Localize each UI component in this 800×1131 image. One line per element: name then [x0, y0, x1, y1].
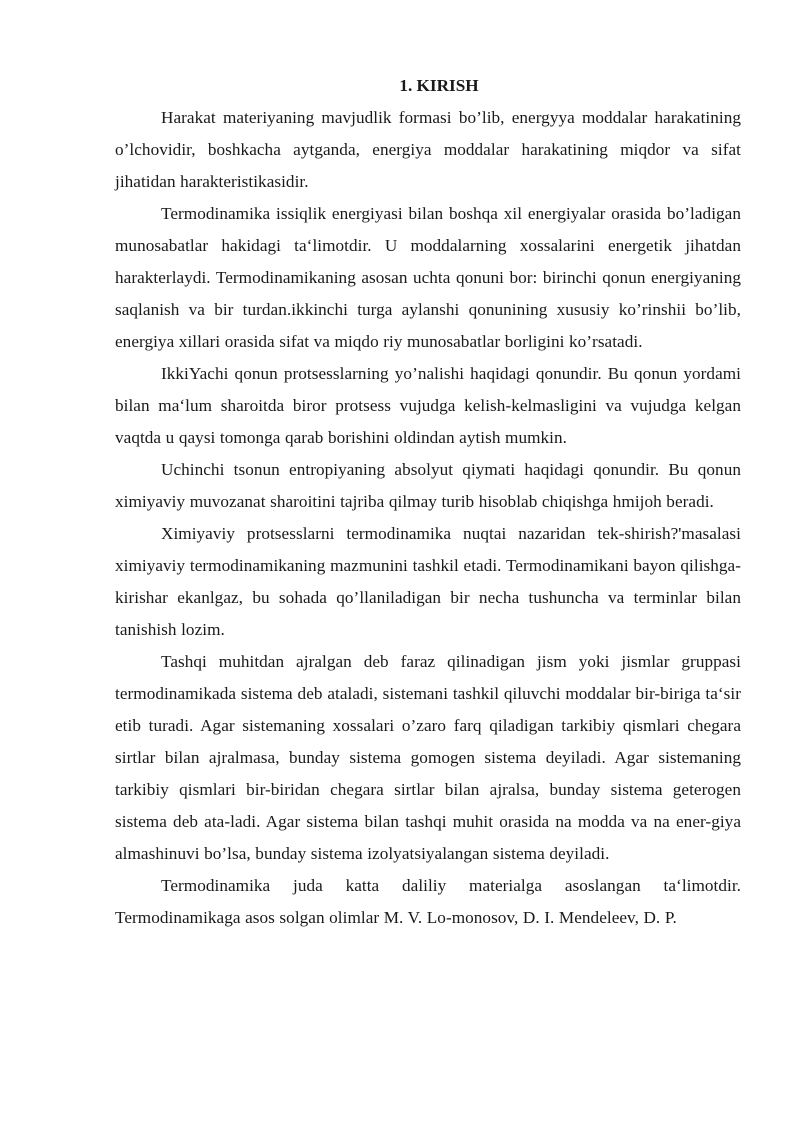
document-body	[115, 70, 741, 934]
paragraph-2: Termodinamika issiqlik energiyasi bilan boshqa xil energiyalar orasida bo’ladigan munosabatlar hakidagi ta‘limotdir. U moddalarning xossalarini energetik jihatdan harakterlaydi. Termodinamikaning asosan uchta qonuni bor: birinchi qonun energiyaning saqlanish va bir turdan.ikkinchi turga aylanshi qonunining xususiy ko’rinshii bo’lib, energiya xillari orasida sifat va miqdo riy munosabatlar borligini ko’rsatadi.	[115, 204, 741, 351]
paragraph-3: IkkiYachi qonun protsesslarning yo’nalishi haqidagi qonundir. Bu qonun yordami bilan ma‘lum sharoitda biror protsess vujudga kelish-kelmasligini va vujudga kelgan vaqtda u qaysi tomonga qarab borishini oldindan aytish mumkin.	[115, 364, 741, 447]
paragraph-7: Termodinamika juda katta daliliy materialga asoslangan ta‘limotdir. Termodinamikaga asos solgan olimlar M. V. Lo-monosov, D. I. Mendeleev, D. P.	[115, 876, 741, 927]
section-heading: 1. KIRISH	[399, 76, 479, 95]
paragraph-5: Ximiyaviy protsesslarni termodinamika nuqtai nazaridan tek-shirish?'masalasi ximiyaviy termodinamikaning mazmunini tashkil etadi. Termodinamikani bayon qilishga-kirishar ekanlgaz, bu sohada qo’llaniladigan bir necha tushuncha va terminlar bilan tanishish lozim.	[115, 524, 741, 639]
paragraph-4: Uchinchi tsonun entropiyaning absolyut qiymati haqidagi qonundir. Bu qonun ximiyaviy muvozanat sharoitini tajriba qilmay turib hisoblab chiqishga hmijoh beradi.	[115, 460, 741, 511]
paragraph-6: Tashqi muhitdan ajralgan deb faraz qilinadigan jism yoki jismlar gruppasi termodinamikada sistema deb ataladi, sistemani tashkil qiluvchi moddalar bir-biriga ta‘sir etib turadi. Agar sistemaning xossalari o’zaro farq qiladigan tarkibiy qismlari chegara sirtlar bilan ajralmasa, bunday sistema gomogen sistema deyiladi. Agar sistemaning tarkibiy qismlari bir-biridan chegara sirtlar bilan ajralsa, bunday sistema geterogen sistema deb ata-ladi. Agar sistema bilan tashqi muhit orasida na modda va na ener-giya almashinuvi bo’lsa, bunday sistema izolyatsiyalangan sistema deyiladi.	[115, 652, 741, 863]
paragraph-1: Harakat materiyaning mavjudlik formasi bo’lib, energyya moddalar harakatining o’lchovidir, boshkacha aytganda, energiya moddalar harakatining miqdor va sifat jihatidan harakteristikasidir.	[115, 108, 741, 191]
